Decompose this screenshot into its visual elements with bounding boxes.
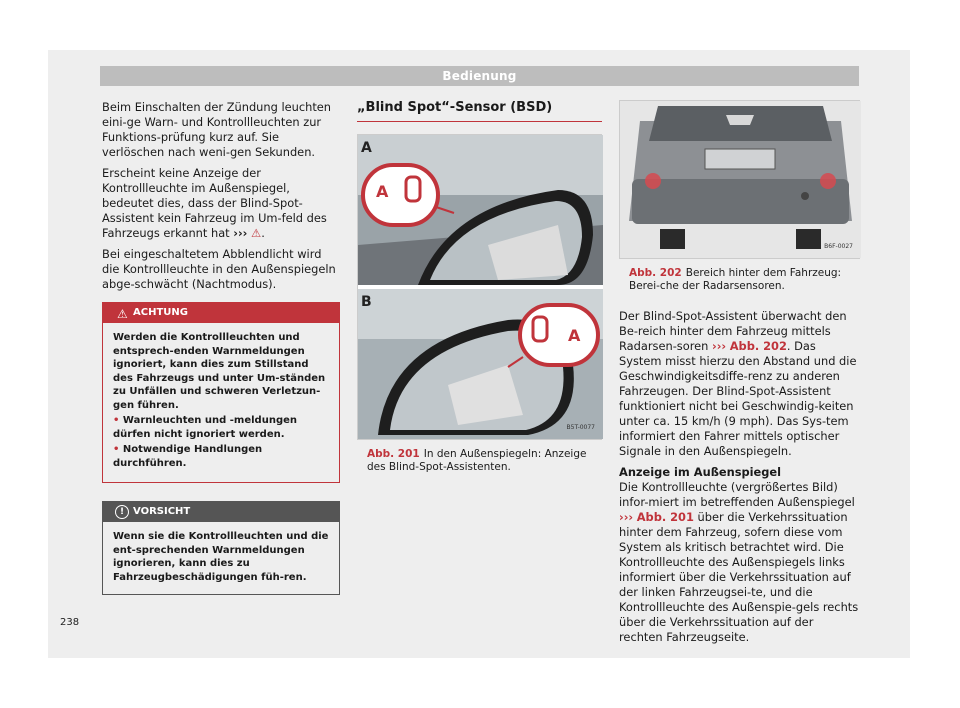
figure-202-caption: Abb. 202 Bereich hinter dem Fahrzeug: Berei-che der Radarsensoren.	[629, 267, 842, 292]
spacer	[619, 293, 860, 309]
info-circle-icon: !	[115, 505, 129, 519]
warning-title: ACHTUNG	[133, 307, 188, 318]
column-right	[619, 100, 860, 651]
paragraph-night-mode: Bei eingeschaltetem Abblendlicht wird die Kontrollleuchte in den Außenspiegeln abge-schwächt (Nachtmodus).	[102, 247, 336, 291]
caution-title: VORSICHT	[133, 506, 191, 517]
column-middle	[357, 100, 602, 474]
mirror-illustration	[358, 135, 603, 439]
cross-ref-arrow[interactable]: ›››	[619, 510, 634, 524]
paragraph-bsd-description: Der Blind-Spot-Assistent überwacht den Be-reich hinter dem Fahrzeug mittels Radarsen-soren ››› Abb. 202. Das System misst hierzu den Abstand und die Geschwindigkeitsdiffe-renz zu anderen Fahrzeugen. Der Blind-Spot-Assistent funktioniert nicht bei Geschwindig-keiten unter ca. 15 km/h (9 mph). Das Sys-tem informiert den Fahrer mittels optischer Signale in den Außenspiegeln.	[619, 309, 857, 458]
intro-paragraph: Beim Einschalten der Zündung leuchten eini-ge Warn- und Kontrollleuchten zur Funktions-prüfung kurz auf. Sie verlöschen nach weni-gen Sekunden.	[102, 100, 332, 159]
page-header: Bedienung	[100, 66, 859, 86]
warning-bullet: • Warnleuchten und -meldungen dürfen nicht ignoriert werden.	[113, 415, 298, 440]
cross-ref-arrow[interactable]: ›››	[712, 339, 727, 353]
column-left	[102, 100, 340, 595]
warning-box-body	[103, 323, 339, 482]
car-rear-illustration	[620, 101, 861, 258]
subheading: Anzeige im Außenspiegel	[619, 465, 782, 479]
figure-label-b: B	[361, 294, 372, 310]
paragraph-indicator: Die Kontrollleuchte (vergrößertes Bild) infor-miert im betreffenden Außenspiegel ››› Abb. 201 über die Verkehrssituation hinter dem Fahrzeug, sofern diese vom System als kritisch betrachtet wird. Die Kontrollleuchte des Außenspiegels links informiert über die Verkehrssituation auf der linken Fahrzeugsei-te, und die Kontrollleuchte des Außenspie-gels rechts über die Verkehrssituation auf der rechten Fahrzeugseite.	[619, 480, 859, 644]
cross-ref-arrow[interactable]: ›››	[233, 226, 248, 240]
figure-code: B5T-0077	[566, 424, 595, 431]
bullet-icon: •	[113, 444, 120, 455]
warning-box	[102, 302, 340, 483]
warning-triangle-icon: ⚠	[117, 307, 128, 321]
caution-box	[102, 501, 340, 595]
svg-text:A: A	[568, 326, 581, 345]
figure-201-caption: Abb. 201 In den Außenspiegeln: Anzeige des Blind-Spot-Assistenten.	[367, 448, 587, 473]
cross-ref-link[interactable]: Abb. 201	[636, 510, 694, 524]
page-number: 238	[60, 617, 80, 628]
cross-ref-link[interactable]: Abb. 202	[729, 339, 787, 353]
section-heading: „Blind Spot“-Sensor (BSD)	[357, 100, 602, 122]
warning-bullet: • Notwendige Handlungen durchführen.	[113, 444, 263, 469]
caution-box-body: Wenn sie die Kontrollleuchten und die ent-sprechenden Warnmeldungen ignorieren, kann dies zu Fahrzeugbeschädigungen füh-ren.	[113, 531, 329, 583]
svg-text:A: A	[376, 182, 389, 201]
caption-number: Abb. 201	[367, 448, 420, 460]
warning-box-header	[103, 303, 339, 323]
warning-triangle-icon: ⚠	[250, 226, 262, 240]
caption-number: Abb. 202	[629, 267, 682, 279]
figure-202	[619, 100, 860, 259]
warning-text: Werden die Kontrollleuchten und entsprech-enden Warnmeldungen ignoriert, kann dies zum Stillstand des Fahrzeugs und unter Um-ständen zu Unfällen und schweren Verletzun-gen führen.	[113, 332, 326, 411]
figure-code: B6F-0027	[824, 243, 853, 250]
paragraph-no-indicator: Erscheint keine Anzeige der Kontrollleuchte im Außenspiegel, bedeutet dies, dass der Blind-Spot-Assistent kein Fahrzeug im Um-feld des Fahrzeugs erkannt hat ››› ⚠.	[102, 166, 327, 240]
bullet-icon: •	[113, 415, 120, 426]
figure-201	[357, 134, 602, 440]
caution-box-header	[103, 502, 339, 522]
figure-label-a: A	[361, 140, 372, 156]
